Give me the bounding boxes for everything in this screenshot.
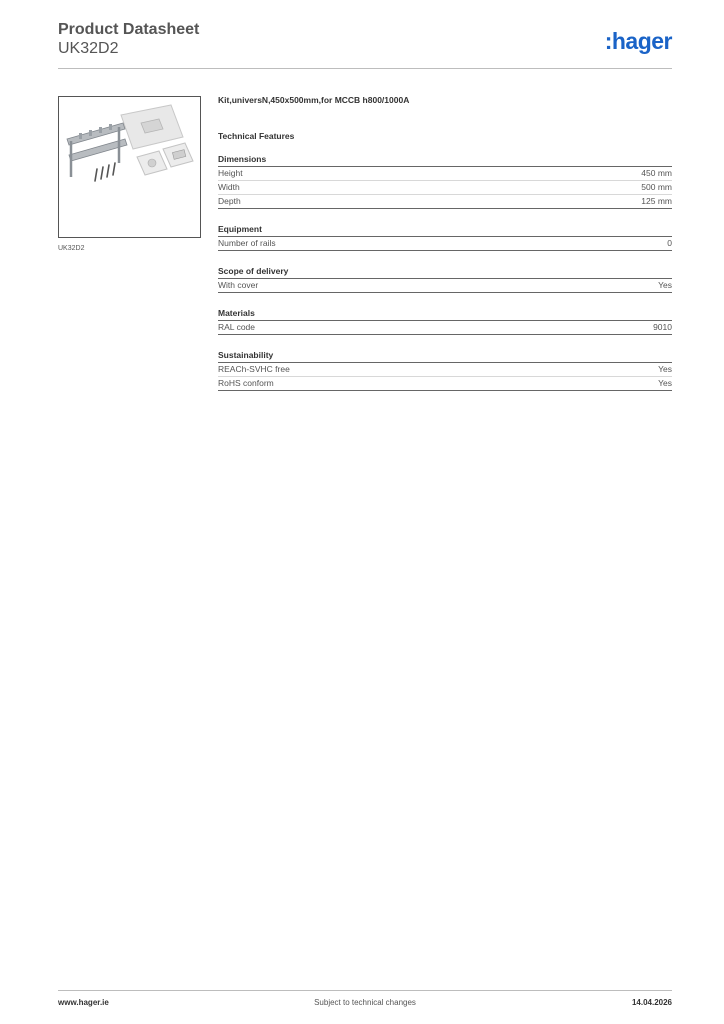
group-rows (218, 167, 672, 209)
row-label: Number of rails (218, 238, 276, 248)
group-rows (218, 279, 672, 293)
product-kit-illustration (59, 97, 200, 237)
row-value: Yes (658, 378, 672, 388)
footer-note: Subject to technical changes (314, 998, 416, 1007)
row-value: Yes (658, 280, 672, 290)
footer-divider (58, 990, 672, 991)
product-image (58, 96, 201, 238)
image-caption: UK32D2 (58, 245, 85, 252)
group-rows (218, 363, 672, 391)
technical-content (218, 95, 672, 391)
row-label: With cover (218, 280, 259, 290)
group-scope-of-delivery (218, 265, 672, 293)
row-value: 500 mm (641, 182, 672, 192)
group-rows (218, 237, 672, 251)
header-divider (58, 68, 672, 69)
technical-features-heading: Technical Features (218, 131, 295, 141)
product-code: UK32D2 (58, 40, 119, 57)
group-title: Materials (218, 307, 672, 321)
group-title: Sustainability (218, 349, 672, 363)
product-description: Kit,universN,450x500mm,for MCCB h800/1000A (218, 95, 410, 105)
row-label: Depth (218, 196, 241, 206)
row-value: Yes (658, 364, 672, 374)
table-row (218, 279, 672, 293)
row-label: Height (218, 168, 243, 178)
group-title: Dimensions (218, 153, 672, 167)
group-materials (218, 307, 672, 335)
row-label: Width (218, 182, 240, 192)
page-title: Product Datasheet (58, 21, 200, 38)
hager-logo: :hager (604, 28, 672, 54)
page-header (58, 20, 672, 58)
table-row (218, 237, 672, 251)
table-row (218, 321, 672, 335)
table-row (218, 363, 672, 377)
table-row (218, 167, 672, 181)
group-dimensions (218, 153, 672, 209)
table-row (218, 181, 672, 195)
group-title: Scope of delivery (218, 265, 672, 279)
table-row (218, 195, 672, 209)
row-label: RoHS conform (218, 378, 274, 388)
footer-website-link[interactable]: www.hager.ie (58, 998, 109, 1007)
row-label: RAL code (218, 322, 256, 332)
row-value: 450 mm (641, 168, 672, 178)
group-equipment (218, 223, 672, 251)
row-value: 0 (667, 238, 672, 248)
group-rows (218, 321, 672, 335)
footer-date: 14.04.2026 (631, 998, 672, 1007)
group-sustainability (218, 349, 672, 391)
row-value: 125 mm (641, 196, 672, 206)
row-value: 9010 (653, 322, 672, 332)
row-label: REACh-SVHC free (218, 364, 290, 374)
group-title: Equipment (218, 223, 672, 237)
table-row (218, 377, 672, 391)
